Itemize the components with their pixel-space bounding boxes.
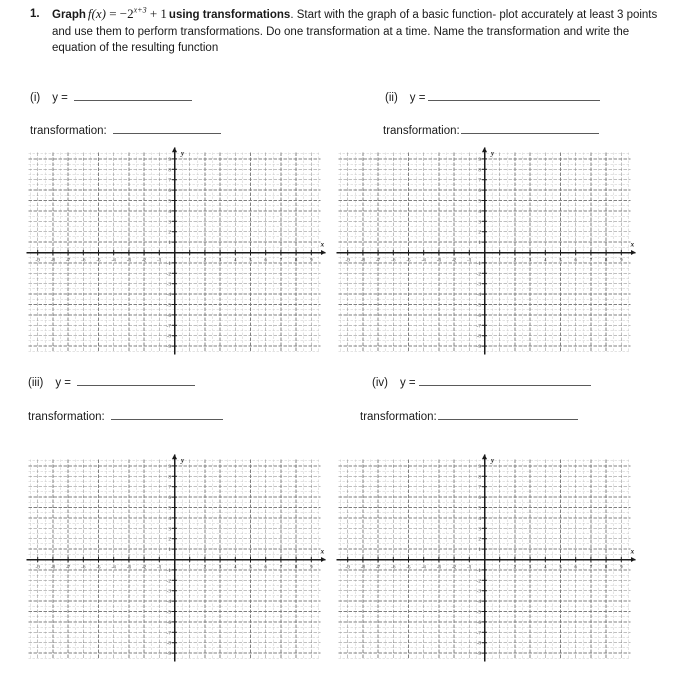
svg-text:-2: -2 [476, 271, 481, 278]
svg-text:-7: -7 [65, 564, 71, 571]
svg-text:-4: -4 [166, 599, 171, 606]
svg-text:-6: -6 [166, 619, 171, 626]
svg-text:-2: -2 [141, 564, 147, 571]
equation-exponent: x+3 [133, 5, 147, 15]
svg-text:3: 3 [478, 219, 481, 226]
svg-text:6: 6 [478, 495, 481, 502]
svg-text:-5: -5 [406, 564, 411, 571]
svg-text:3: 3 [478, 526, 481, 533]
svg-text:8: 8 [168, 474, 171, 481]
svg-text:8: 8 [168, 167, 171, 174]
svg-text:-3: -3 [436, 257, 442, 264]
svg-text:-1: -1 [476, 567, 481, 574]
svg-text:-9: -9 [166, 344, 171, 351]
svg-text:-9: -9 [166, 651, 171, 658]
svg-text:3: 3 [168, 526, 171, 533]
svg-text:6: 6 [264, 257, 267, 264]
svg-text:6: 6 [168, 495, 171, 502]
svg-text:1: 1 [478, 547, 481, 554]
transformation-label-iv: transformation: [360, 411, 437, 423]
svg-text:7: 7 [168, 177, 171, 184]
svg-text:4: 4 [478, 208, 481, 215]
svg-text:-6: -6 [81, 257, 86, 264]
svg-text:-2: -2 [451, 564, 457, 571]
svg-text:-2: -2 [141, 257, 147, 264]
answer-row-ii [385, 89, 600, 104]
svg-text:y: y [490, 149, 495, 158]
svg-text:7: 7 [279, 257, 283, 264]
transformation-label-i: transformation: [30, 125, 107, 137]
svg-text:-5: -5 [96, 564, 101, 571]
svg-text:9: 9 [620, 564, 623, 571]
svg-text:8: 8 [478, 474, 481, 481]
problem-statement [30, 6, 666, 57]
svg-text:-6: -6 [166, 312, 171, 319]
section-label-i: (i) [30, 92, 41, 104]
y-answer-blank-iv[interactable] [419, 374, 591, 386]
y-answer-blank-ii[interactable] [428, 89, 600, 101]
svg-text:-8: -8 [50, 257, 56, 264]
svg-text:-3: -3 [126, 257, 132, 264]
svg-text:-1: -1 [467, 257, 472, 264]
section-label-iv: (iv) [372, 377, 388, 389]
svg-text:4: 4 [544, 257, 547, 264]
svg-text:x: x [320, 240, 325, 249]
svg-text:-3: -3 [476, 588, 481, 595]
svg-text:-9: -9 [35, 564, 40, 571]
transformation-row-iv [360, 408, 578, 423]
svg-text:2: 2 [168, 229, 171, 236]
svg-text:-7: -7 [166, 630, 171, 637]
problem-text [52, 6, 666, 57]
svg-text:-6: -6 [391, 564, 396, 571]
svg-text:2: 2 [478, 229, 481, 236]
svg-text:3: 3 [528, 564, 532, 571]
answer-row-iv [372, 374, 591, 389]
svg-text:-8: -8 [476, 333, 481, 340]
svg-text:-1: -1 [166, 567, 171, 574]
svg-text:4: 4 [234, 257, 237, 264]
svg-text:-7: -7 [375, 257, 381, 264]
svg-text:-1: -1 [467, 564, 472, 571]
svg-text:3: 3 [218, 564, 222, 571]
svg-text:8: 8 [294, 257, 298, 264]
svg-text:-6: -6 [81, 564, 86, 571]
svg-text:-5: -5 [406, 257, 411, 264]
svg-text:-1: -1 [166, 260, 171, 267]
svg-text:3: 3 [528, 257, 532, 264]
svg-text:5: 5 [168, 505, 171, 512]
svg-text:8: 8 [604, 564, 608, 571]
svg-text:3: 3 [218, 257, 222, 264]
svg-text:-5: -5 [96, 257, 101, 264]
svg-text:7: 7 [478, 484, 481, 491]
transformation-row-i [30, 122, 221, 137]
svg-text:1: 1 [478, 240, 481, 247]
svg-text:-7: -7 [476, 630, 481, 637]
svg-text:x: x [320, 547, 325, 556]
svg-text:y: y [180, 456, 185, 465]
svg-text:4: 4 [168, 515, 171, 522]
transformation-label-iii: transformation: [28, 411, 105, 423]
svg-text:1: 1 [498, 564, 501, 571]
svg-text:-9: -9 [476, 651, 481, 658]
svg-text:2: 2 [513, 257, 517, 264]
svg-text:5: 5 [249, 564, 252, 571]
problem-number: 1. [30, 8, 40, 20]
svg-text:y: y [490, 456, 495, 465]
svg-text:-2: -2 [476, 578, 481, 585]
graph-iv[interactable] [336, 455, 635, 663]
svg-text:-4: -4 [476, 599, 481, 606]
svg-text:4: 4 [544, 564, 547, 571]
equation-base: −2 [119, 6, 134, 21]
svg-text:5: 5 [168, 198, 171, 205]
svg-text:-3: -3 [476, 281, 481, 288]
svg-text:-6: -6 [476, 619, 481, 626]
svg-text:8: 8 [604, 257, 608, 264]
transformation-blank-i[interactable] [113, 122, 221, 134]
svg-text:-5: -5 [476, 609, 481, 616]
problem-emphasis: using transformations [168, 9, 291, 21]
svg-text:-9: -9 [345, 564, 350, 571]
transformation-blank-ii[interactable] [461, 122, 599, 134]
answer-row-iii [28, 374, 195, 389]
svg-text:-8: -8 [166, 640, 171, 647]
svg-text:3: 3 [168, 219, 171, 226]
svg-text:-8: -8 [360, 564, 366, 571]
svg-text:-7: -7 [375, 564, 381, 571]
svg-text:5: 5 [559, 257, 562, 264]
graph-ii[interactable] [336, 148, 635, 356]
section-label-iii: (iii) [28, 377, 44, 389]
svg-text:-5: -5 [476, 302, 481, 309]
svg-text:-8: -8 [360, 257, 366, 264]
svg-text:8: 8 [294, 564, 298, 571]
svg-text:9: 9 [478, 156, 481, 163]
svg-text:7: 7 [478, 177, 481, 184]
equation-arg: (x) [91, 6, 106, 21]
transformation-blank-iv[interactable] [438, 408, 578, 420]
svg-text:4: 4 [234, 564, 237, 571]
y-equals-label-i: y = [52, 92, 68, 104]
svg-text:1: 1 [188, 257, 191, 264]
svg-text:5: 5 [478, 505, 481, 512]
svg-text:-7: -7 [476, 323, 481, 330]
svg-text:4: 4 [168, 208, 171, 215]
svg-text:1: 1 [168, 240, 171, 247]
y-answer-blank-i[interactable] [74, 89, 192, 101]
y-equals-label-ii: y = [409, 92, 426, 104]
svg-text:9: 9 [310, 257, 313, 264]
equation-plus-one: + 1 [149, 6, 167, 21]
svg-text:-4: -4 [421, 257, 426, 264]
transformation-blank-iii[interactable] [111, 408, 223, 420]
svg-text:-7: -7 [65, 257, 71, 264]
svg-text:-4: -4 [111, 257, 116, 264]
svg-text:5: 5 [478, 198, 481, 205]
svg-text:-4: -4 [166, 292, 171, 299]
svg-text:-9: -9 [476, 344, 481, 351]
problem-tail: . Start with the graph of a basic function- plot accurately at least 3 points and use them to perform transformations. Do one transformation at a time. Name the transformation and write the equation of the resulting function [52, 9, 658, 54]
svg-text:9: 9 [168, 463, 171, 470]
svg-text:x: x [630, 240, 635, 249]
svg-text:1: 1 [168, 547, 171, 554]
svg-text:1: 1 [498, 257, 501, 264]
svg-text:-5: -5 [166, 609, 171, 616]
svg-text:-6: -6 [476, 312, 481, 319]
svg-text:x: x [630, 547, 635, 556]
svg-text:5: 5 [559, 564, 562, 571]
svg-text:5: 5 [249, 257, 252, 264]
svg-text:-9: -9 [35, 257, 40, 264]
svg-text:2: 2 [478, 536, 481, 543]
svg-text:-6: -6 [391, 257, 396, 264]
transformation-row-ii [383, 122, 599, 137]
graph-iii[interactable] [26, 455, 325, 663]
equation-fx: f [87, 6, 92, 21]
svg-text:y: y [180, 149, 185, 158]
svg-text:6: 6 [264, 564, 267, 571]
svg-text:1: 1 [188, 564, 191, 571]
svg-text:-1: -1 [157, 257, 162, 264]
svg-text:9: 9 [478, 463, 481, 470]
graph-i[interactable] [26, 148, 325, 356]
svg-text:-3: -3 [436, 564, 442, 571]
svg-text:6: 6 [168, 188, 171, 195]
svg-text:2: 2 [168, 536, 171, 543]
svg-text:2: 2 [203, 257, 207, 264]
svg-text:8: 8 [478, 167, 481, 174]
svg-text:-9: -9 [345, 257, 350, 264]
svg-text:-2: -2 [166, 578, 171, 585]
svg-text:6: 6 [574, 564, 577, 571]
svg-text:-8: -8 [476, 640, 481, 647]
svg-text:6: 6 [478, 188, 481, 195]
problem-lead-label: Graph [52, 9, 86, 21]
svg-text:-5: -5 [166, 302, 171, 309]
svg-text:-1: -1 [476, 260, 481, 267]
svg-text:-2: -2 [451, 257, 457, 264]
svg-text:-8: -8 [50, 564, 56, 571]
svg-text:9: 9 [168, 156, 171, 163]
svg-text:7: 7 [589, 564, 593, 571]
y-equals-label-iv: y = [399, 377, 416, 389]
svg-text:-4: -4 [421, 564, 426, 571]
problem-equation [86, 6, 169, 21]
y-equals-label-iii: y = [55, 377, 71, 389]
equation-equals: = [109, 6, 117, 21]
svg-text:2: 2 [203, 564, 207, 571]
svg-text:7: 7 [589, 257, 593, 264]
svg-text:-3: -3 [166, 281, 171, 288]
svg-text:-7: -7 [166, 323, 171, 330]
svg-text:9: 9 [620, 257, 623, 264]
svg-text:7: 7 [279, 564, 283, 571]
section-label-ii: (ii) [385, 92, 398, 104]
svg-text:-4: -4 [111, 564, 116, 571]
svg-text:-3: -3 [126, 564, 132, 571]
svg-text:-3: -3 [166, 588, 171, 595]
answer-row-i [30, 89, 192, 104]
svg-text:-1: -1 [157, 564, 162, 571]
y-answer-blank-iii[interactable] [77, 374, 195, 386]
svg-text:-4: -4 [476, 292, 481, 299]
svg-text:6: 6 [574, 257, 577, 264]
svg-text:7: 7 [168, 484, 171, 491]
svg-text:-8: -8 [166, 333, 171, 340]
svg-text:-2: -2 [166, 271, 171, 278]
svg-text:2: 2 [513, 564, 517, 571]
svg-text:9: 9 [310, 564, 313, 571]
transformation-label-ii: transformation: [383, 125, 460, 137]
svg-text:4: 4 [478, 515, 481, 522]
transformation-row-iii [28, 408, 223, 423]
